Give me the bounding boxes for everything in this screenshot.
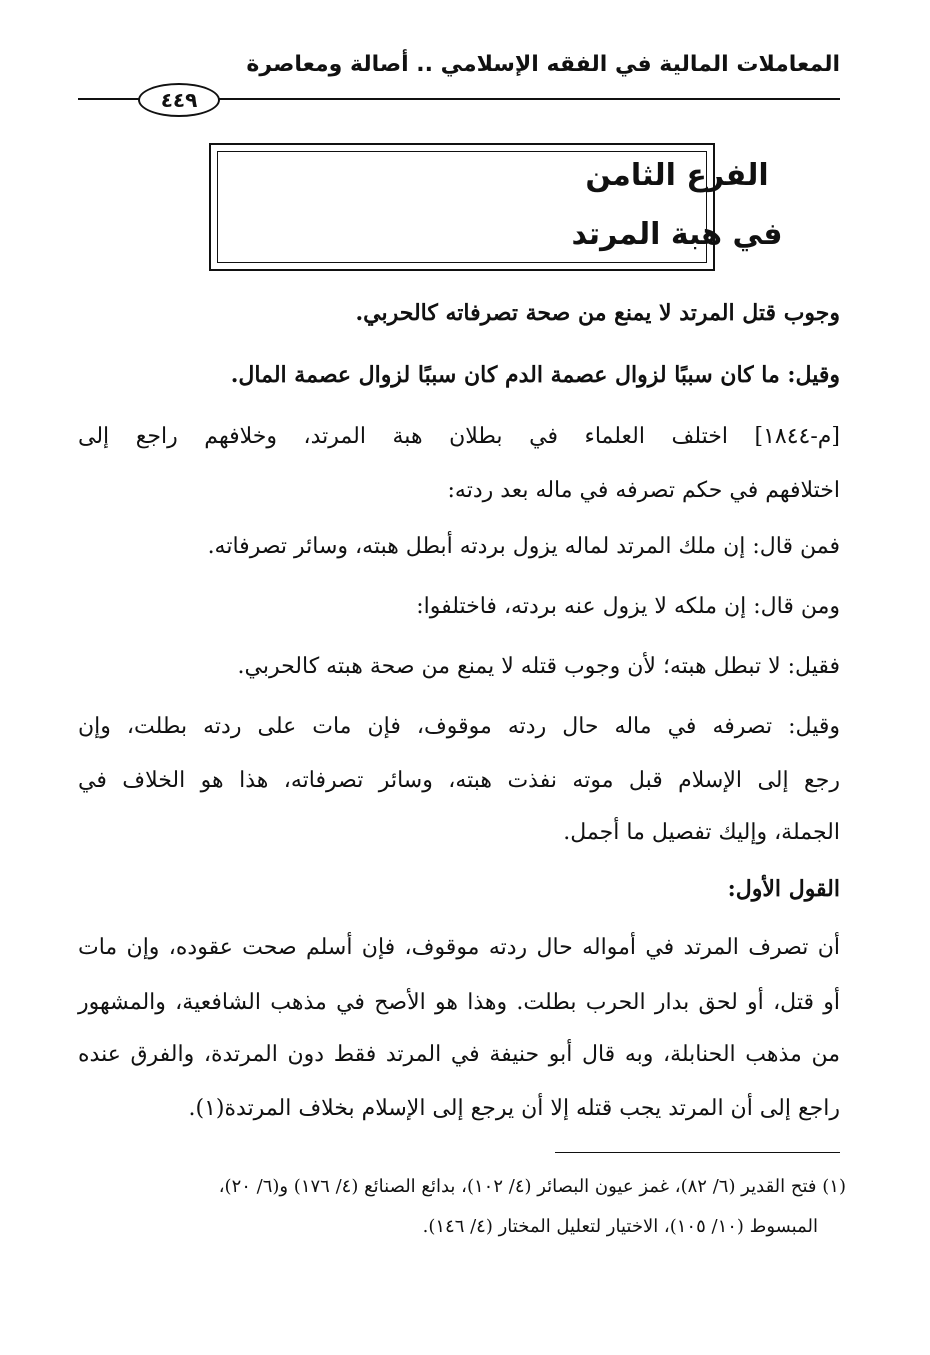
body-line: الجملة، وإليك تفصيل ما أجمل. <box>563 820 840 845</box>
body-line: أو قتل، أو لحق بدار الحرب بطلت. وهذا هو الأصح في مذهب الشافعية، والمشهور <box>78 990 840 1015</box>
body-line: أن تصرف المرتد في أمواله حال ردته موقوف، فإن أسلم صحت عقوده، وإن مات <box>78 935 840 960</box>
running-header-title: المعاملات المالية في الفقه الإسلامي .. أصالة ومعاصرة <box>246 52 840 77</box>
body-line: ومن قال: إن ملكه لا يزول عنه بردته، فاختلفوا: <box>416 594 840 619</box>
footnote-line: (١) فتح القدير (٦/ ٨٢)، غمز عيون البصائر (٤/ ١٠٢)، بدائع الصنائع (٤/ ١٧٦) و(٦/ ٢٠)، <box>218 1176 846 1197</box>
page-number: ٤٤٩ <box>138 83 220 117</box>
body-line: اختلافهم في حكم تصرفه في ماله بعد ردته: <box>447 478 840 503</box>
body-line: من مذهب الحنابلة، وبه قال أبو حنيفة في المرتد فقط دون المرتدة، والفرق عنده <box>78 1042 840 1067</box>
body-line: رجع إلى الإسلام قبل موته نفذت هبته، وسائر تصرفاته، هذا هو الخلاف في <box>78 768 840 793</box>
body-line: [م-١٨٤٤] اختلف العلماء في بطلان هبة المرتد، وخلافهم راجع إلى <box>78 424 840 449</box>
body-line: فمن قال: إن ملك المرتد لماله يزول بردته أبطل هبته، وسائر تصرفاته. <box>207 534 840 559</box>
body-line: راجع إلى أن المرتد يجب قتله إلا أن يرجع إلى الإسلام بخلاف المرتدة(١). <box>188 1096 840 1121</box>
body-line: وقيل: ما كان سببًا لزوال عصمة الدم كان سببًا لزوال عصمة المال. <box>230 362 840 388</box>
section-title-line-1: الفرع الثامن <box>585 158 769 193</box>
section-title-line-2: في هبة المرتد <box>571 217 783 252</box>
body-line: فقيل: لا تبطل هبته؛ لأن وجوب قتله لا يمنع من صحة هبته كالحربي. <box>237 654 840 679</box>
subheading-first-opinion: القول الأول: <box>727 876 840 902</box>
body-line: وقيل: تصرفه في ماله حال ردته موقوف، فإن مات على ردته بطلت، وإن <box>78 714 840 739</box>
footnote-line: المبسوط (١٠/ ١٠٥)، الاختيار لتعليل المختار (٤/ ١٤٦). <box>422 1216 818 1237</box>
body-line: وجوب قتل المرتد لا يمنع من صحة تصرفاته كالحربي. <box>355 300 840 326</box>
footnote-rule <box>555 1152 840 1153</box>
